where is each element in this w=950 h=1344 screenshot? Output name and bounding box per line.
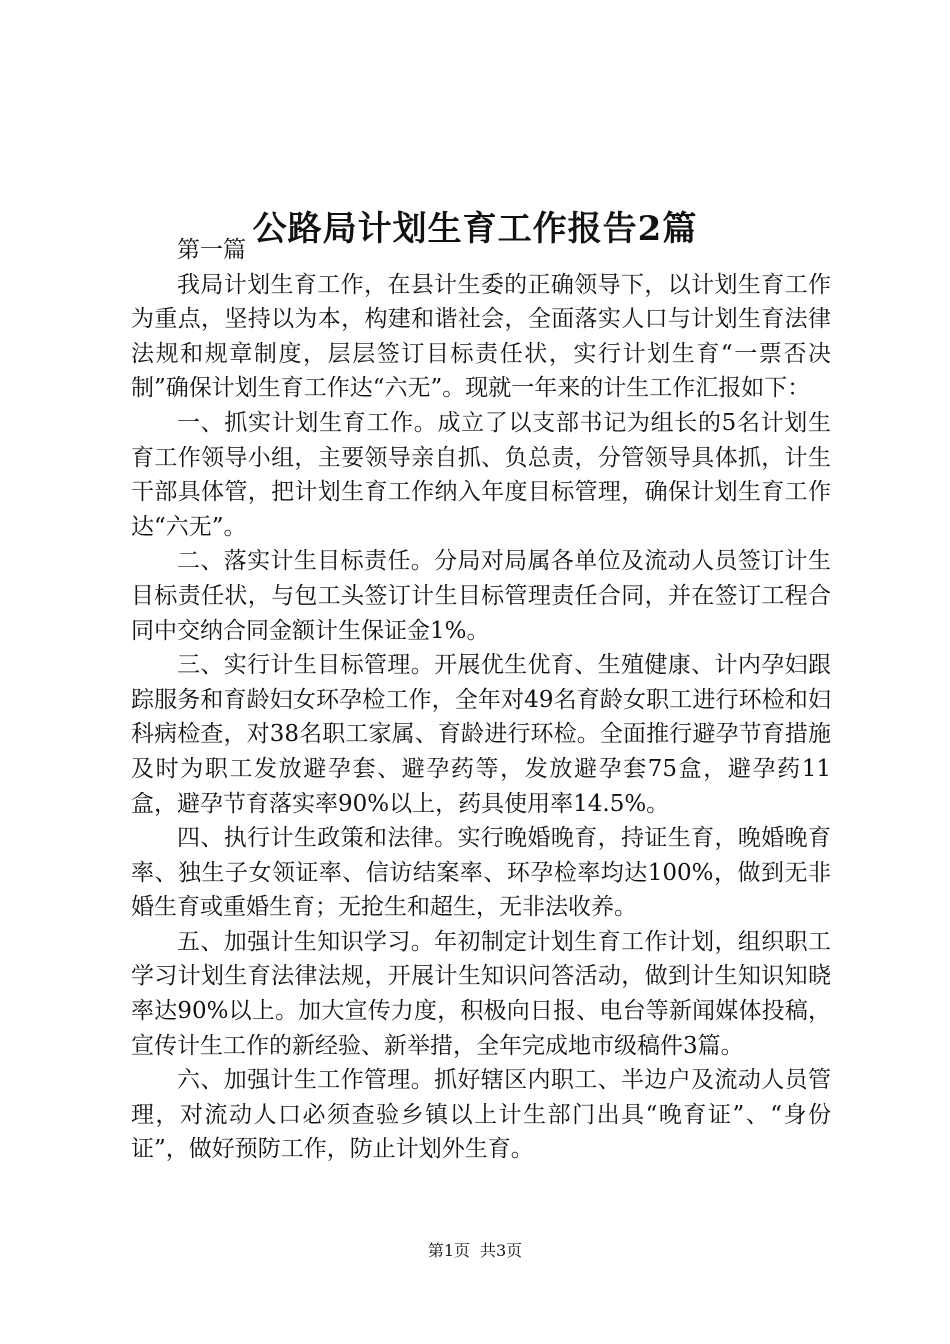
paragraph-item-4: 四、执行计生政策和法律。实行晚婚晚育，持证生育，晚婚晚育率、独生子女领证率、信访结案率、环孕检率均达100%，做到无非婚生育或重婚生育；无抢生和超生，无非法收养。 — [131, 825, 831, 921]
paragraph-item-1: 一、抓实计划生育工作。成立了以支部书记为组长的5名计划生育工作领导小组，主要领导亲自抓、负总责，分管领导具体抓，计生干部具体管，把计划生育工作纳入年度目标管理，确保计划生育工作达“六无”。 — [131, 409, 831, 540]
page-footer — [0, 1240, 950, 1262]
page-total: 共3页 — [480, 1241, 523, 1260]
paragraph-item-6: 六、加强计生工作管理。抓好辖区内职工、半边户及流动人员管理，对流动人口必须查验乡镇以上计生部门出具“晚育证”、“身份证”，做好预防工作，防止计划外生育。 — [131, 1067, 831, 1163]
intro-paragraph: 我局计划生育工作，在县计生委的正确领导下，以计划生育工作为重点，坚持以为本，构建和谐社会，全面落实人口与计划生育法律法规和规章制度，层层签订目标责任状，实行计划生育“一票否决制”确保计划生育工作达“六无”。现就一年来的计生工作汇报如下： — [131, 271, 831, 402]
document-body — [131, 233, 831, 1167]
paragraph-item-2: 二、落实计生目标责任。分局对局属各单位及流动人员签订计生目标责任状，与包工头签订计生目标管理责任合同，并在签订工程合同中交纳合同金额计生保证金1%。 — [131, 548, 831, 644]
page-number: 第1页 — [427, 1241, 470, 1260]
document-title: 公路局计划生育工作报告2篇 — [252, 208, 698, 249]
paragraph-item-5: 五、加强计生知识学习。年初制定计划生育工作计划，组织职工学习计划生育法律法规，开展计生知识问答活动，做到计生知识知晓率达90%以上。加大宣传力度，积极向日报、电台等新闻媒体投稿，宣传计生工作的新经验、新举措，全年完成地市级稿件3篇。 — [131, 928, 831, 1059]
section-heading: 第一篇 — [177, 237, 246, 263]
paragraph-item-3: 三、实行计生目标管理。开展优生优育、生殖健康、计内孕妇跟踪服务和育龄妇女环孕检工作，全年对49名育龄女职工进行环检和妇科病检查，对38名职工家属、育龄进行环检。全面推行避孕节育措施及时为职工发放避孕套、避孕药等，发放避孕套75盒，避孕药11盒，避孕节育落实率90%以上，药具使用率14.5%。 — [131, 652, 831, 817]
